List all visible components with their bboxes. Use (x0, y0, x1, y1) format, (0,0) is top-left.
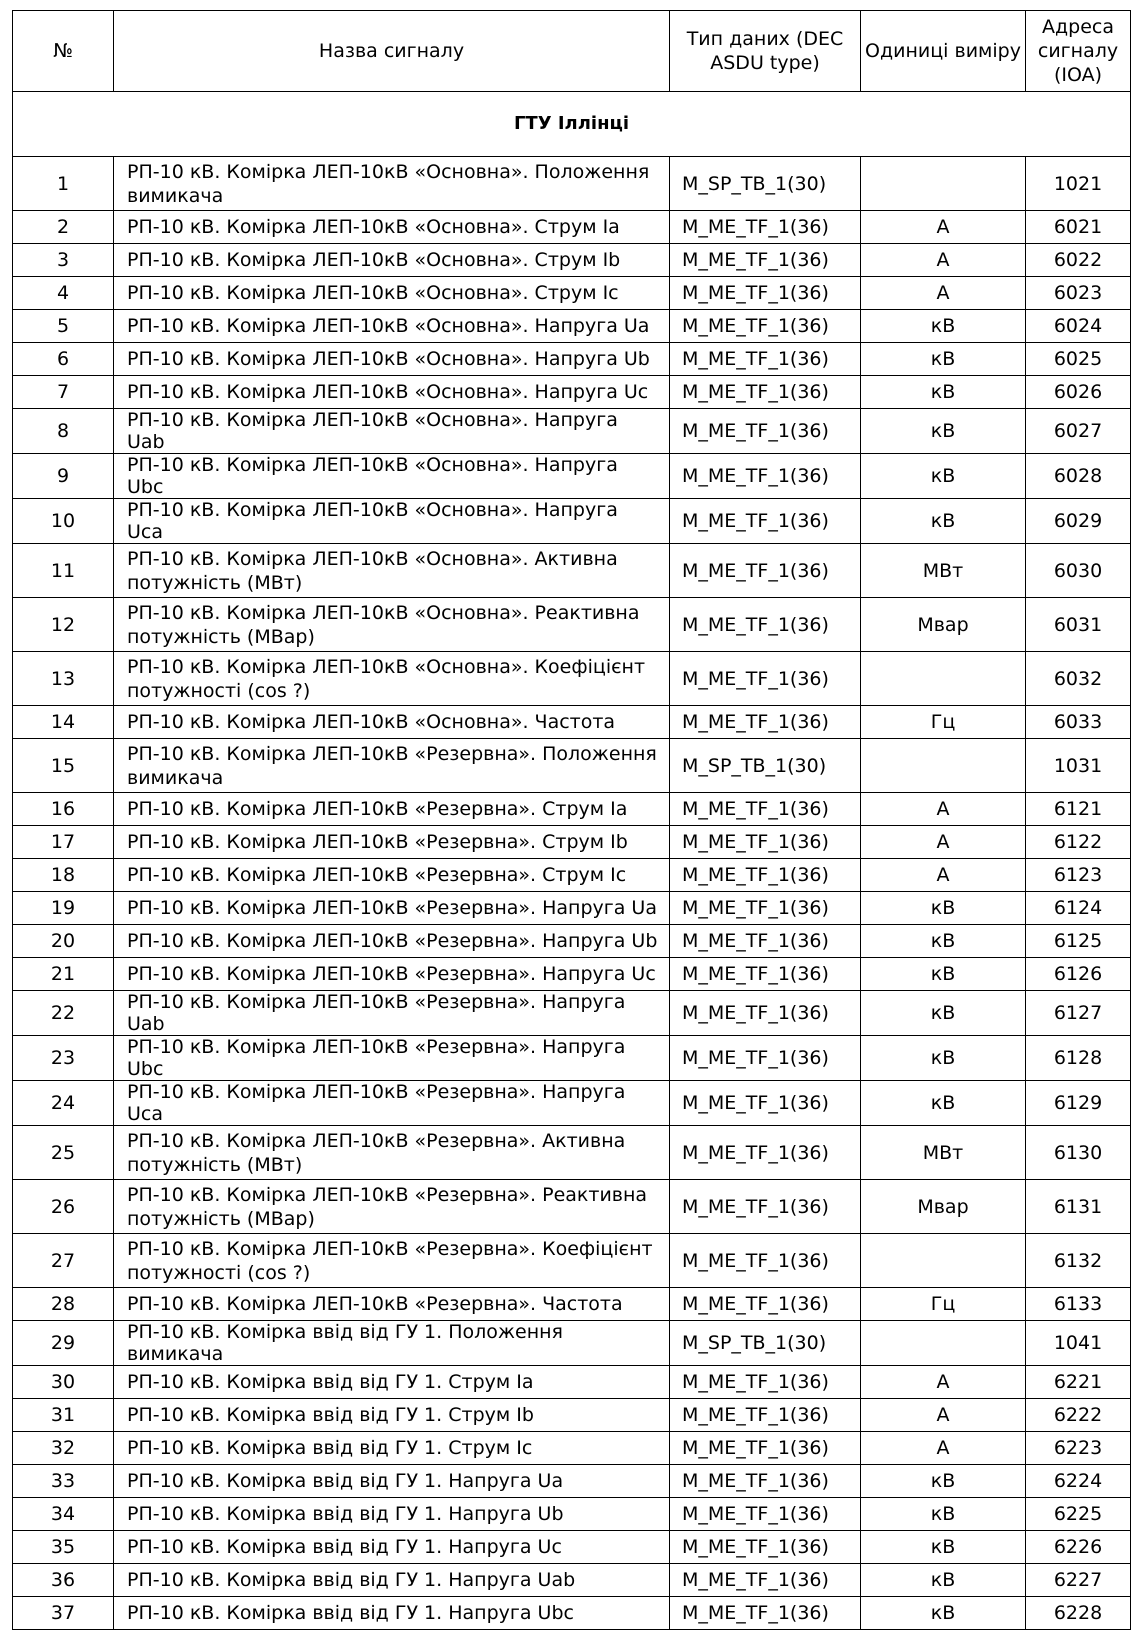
table-row (13, 1036, 1131, 1081)
cell-data-type: M_ME_TF_1(36) (670, 454, 861, 499)
cell-number: 36 (13, 1564, 114, 1597)
cell-address: 6033 (1026, 706, 1131, 739)
cell-data-type: M_SP_TB_1(30) (670, 1321, 861, 1366)
cell-unit: кВ (861, 1564, 1026, 1597)
cell-signal-name: РП-10 кВ. Комірка ЛЕП-10кВ «Резервна». Напруга Uab (114, 991, 670, 1036)
cell-signal-name: РП-10 кВ. Комірка ввід від ГУ 1. Струм Ic (114, 1432, 670, 1465)
cell-unit: кВ (861, 1036, 1026, 1081)
cell-unit: А (861, 277, 1026, 310)
header-row (13, 11, 1131, 92)
cell-data-type: M_ME_TF_1(36) (670, 1234, 861, 1288)
cell-address: 6026 (1026, 376, 1131, 409)
cell-address: 6128 (1026, 1036, 1131, 1081)
cell-signal-name: РП-10 кВ. Комірка ЛЕП-10кВ «Резервна». Струм Ic (114, 859, 670, 892)
cell-signal-name: РП-10 кВ. Комірка ЛЕП-10кВ «Резервна». Струм Ib (114, 826, 670, 859)
table-row (13, 499, 1131, 544)
cell-data-type: M_ME_TF_1(36) (670, 343, 861, 376)
cell-address: 6222 (1026, 1399, 1131, 1432)
cell-address: 1031 (1026, 739, 1131, 793)
cell-address: 6129 (1026, 1081, 1131, 1126)
table-row (13, 310, 1131, 343)
cell-number: 16 (13, 793, 114, 826)
cell-number: 7 (13, 376, 114, 409)
cell-signal-name: РП-10 кВ. Комірка ввід від ГУ 1. Напруга Uab (114, 1564, 670, 1597)
cell-signal-name: РП-10 кВ. Комірка ЛЕП-10кВ «Резервна». Реактивна потужність (МВар) (114, 1180, 670, 1234)
cell-signal-name: РП-10 кВ. Комірка ввід від ГУ 1. Напруга Ua (114, 1465, 670, 1498)
cell-data-type: M_ME_TF_1(36) (670, 892, 861, 925)
cell-signal-name: РП-10 кВ. Комірка ЛЕП-10кВ «Резервна». Напруга Ua (114, 892, 670, 925)
cell-signal-name: РП-10 кВ. Комірка ввід від ГУ 1. Напруга Ub (114, 1498, 670, 1531)
cell-data-type: M_ME_TF_1(36) (670, 310, 861, 343)
cell-number: 23 (13, 1036, 114, 1081)
cell-address: 6133 (1026, 1288, 1131, 1321)
cell-number: 9 (13, 454, 114, 499)
cell-address: 6131 (1026, 1180, 1131, 1234)
table-row (13, 1498, 1131, 1531)
cell-number: 8 (13, 409, 114, 454)
section-row (13, 92, 1131, 157)
cell-address: 6022 (1026, 244, 1131, 277)
cell-signal-name: РП-10 кВ. Комірка ЛЕП-10кВ «Основна». Положення вимикача (114, 157, 670, 211)
cell-unit: кВ (861, 1498, 1026, 1531)
cell-signal-name: РП-10 кВ. Комірка ЛЕП-10кВ «Основна». Напруга Ubc (114, 454, 670, 499)
cell-address: 6021 (1026, 211, 1131, 244)
table-row (13, 1531, 1131, 1564)
cell-unit: А (861, 211, 1026, 244)
cell-data-type: M_ME_TF_1(36) (670, 1126, 861, 1180)
cell-number: 3 (13, 244, 114, 277)
table-row (13, 826, 1131, 859)
cell-data-type: M_ME_TF_1(36) (670, 1036, 861, 1081)
cell-number: 26 (13, 1180, 114, 1234)
cell-address: 6228 (1026, 1597, 1131, 1630)
cell-data-type: M_SP_TB_1(30) (670, 157, 861, 211)
cell-number: 15 (13, 739, 114, 793)
cell-address: 1021 (1026, 157, 1131, 211)
table-row (13, 706, 1131, 739)
table-row (13, 1321, 1131, 1366)
section-title: ГТУ Іллінці (13, 92, 1131, 157)
signal-table-body (13, 92, 1131, 1630)
cell-unit: кВ (861, 499, 1026, 544)
cell-address: 6221 (1026, 1366, 1131, 1399)
cell-address: 6023 (1026, 277, 1131, 310)
cell-address: 6124 (1026, 892, 1131, 925)
cell-number: 31 (13, 1399, 114, 1432)
cell-address: 6030 (1026, 544, 1131, 598)
cell-data-type: M_ME_TF_1(36) (670, 211, 861, 244)
cell-address: 6123 (1026, 859, 1131, 892)
cell-signal-name: РП-10 кВ. Комірка ЛЕП-10кВ «Основна». Струм Ic (114, 277, 670, 310)
header-data-type: Тип даних (DEC ASDU type) (670, 11, 861, 92)
cell-unit: А (861, 1399, 1026, 1432)
table-row (13, 1399, 1131, 1432)
cell-address: 6122 (1026, 826, 1131, 859)
table-row (13, 1465, 1131, 1498)
cell-data-type: M_ME_TF_1(36) (670, 376, 861, 409)
cell-data-type: M_ME_TF_1(36) (670, 925, 861, 958)
cell-unit: кВ (861, 991, 1026, 1036)
table-row (13, 991, 1131, 1036)
cell-number: 29 (13, 1321, 114, 1366)
cell-signal-name: РП-10 кВ. Комірка ЛЕП-10кВ «Основна». Напруга Uca (114, 499, 670, 544)
cell-number: 22 (13, 991, 114, 1036)
table-row (13, 343, 1131, 376)
cell-signal-name: РП-10 кВ. Комірка ЛЕП-10кВ «Основна». Струм Ib (114, 244, 670, 277)
cell-data-type: M_ME_TF_1(36) (670, 859, 861, 892)
cell-number: 6 (13, 343, 114, 376)
table-row (13, 1597, 1131, 1630)
cell-signal-name: РП-10 кВ. Комірка ЛЕП-10кВ «Резервна». Напруга Uc (114, 958, 670, 991)
cell-data-type: M_ME_TF_1(36) (670, 1180, 861, 1234)
cell-number: 27 (13, 1234, 114, 1288)
table-row (13, 157, 1131, 211)
header-signal-name: Назва сигналу (114, 11, 670, 92)
cell-address: 6031 (1026, 598, 1131, 652)
cell-number: 1 (13, 157, 114, 211)
cell-signal-name: РП-10 кВ. Комірка ЛЕП-10кВ «Основна». Активна потужність (МВт) (114, 544, 670, 598)
cell-data-type: M_ME_TF_1(36) (670, 1597, 861, 1630)
cell-number: 20 (13, 925, 114, 958)
cell-unit: кВ (861, 958, 1026, 991)
table-row (13, 652, 1131, 706)
table-row (13, 1234, 1131, 1288)
table-row (13, 544, 1131, 598)
cell-unit: кВ (861, 1081, 1026, 1126)
cell-address: 6032 (1026, 652, 1131, 706)
table-row (13, 793, 1131, 826)
cell-unit: кВ (861, 454, 1026, 499)
cell-number: 33 (13, 1465, 114, 1498)
cell-data-type: M_ME_TF_1(36) (670, 991, 861, 1036)
cell-signal-name: РП-10 кВ. Комірка ввід від ГУ 1. Напруга Ubc (114, 1597, 670, 1630)
cell-data-type: M_ME_TF_1(36) (670, 598, 861, 652)
cell-unit: кВ (861, 1597, 1026, 1630)
cell-address: 6132 (1026, 1234, 1131, 1288)
cell-data-type: M_ME_TF_1(36) (670, 1366, 861, 1399)
cell-address: 6024 (1026, 310, 1131, 343)
cell-number: 30 (13, 1366, 114, 1399)
cell-address: 6224 (1026, 1465, 1131, 1498)
cell-address: 6125 (1026, 925, 1131, 958)
cell-address: 6223 (1026, 1432, 1131, 1465)
cell-number: 12 (13, 598, 114, 652)
cell-address: 6227 (1026, 1564, 1131, 1597)
cell-number: 35 (13, 1531, 114, 1564)
table-row (13, 454, 1131, 499)
cell-data-type: M_ME_TF_1(36) (670, 1399, 861, 1432)
cell-data-type: M_ME_TF_1(36) (670, 1531, 861, 1564)
cell-address: 6225 (1026, 1498, 1131, 1531)
cell-number: 28 (13, 1288, 114, 1321)
table-row (13, 1366, 1131, 1399)
cell-unit: Мвар (861, 598, 1026, 652)
cell-unit (861, 1234, 1026, 1288)
cell-address: 6126 (1026, 958, 1131, 991)
cell-data-type: M_ME_TF_1(36) (670, 244, 861, 277)
table-row (13, 211, 1131, 244)
table-row (13, 739, 1131, 793)
cell-number: 24 (13, 1081, 114, 1126)
cell-data-type: M_ME_TF_1(36) (670, 1465, 861, 1498)
cell-number: 4 (13, 277, 114, 310)
header-unit: Одиниці виміру (861, 11, 1026, 92)
table-row (13, 277, 1131, 310)
cell-data-type: M_ME_TF_1(36) (670, 1498, 861, 1531)
table-row (13, 598, 1131, 652)
cell-number: 13 (13, 652, 114, 706)
cell-unit: МВт (861, 544, 1026, 598)
cell-signal-name: РП-10 кВ. Комірка ЛЕП-10кВ «Резервна». Положення вимикача (114, 739, 670, 793)
cell-unit: Мвар (861, 1180, 1026, 1234)
cell-signal-name: РП-10 кВ. Комірка ЛЕП-10кВ «Резервна». Коефіцієнт потужності (cos ?) (114, 1234, 670, 1288)
table-row (13, 958, 1131, 991)
cell-unit: А (861, 1366, 1026, 1399)
cell-unit (861, 652, 1026, 706)
cell-signal-name: РП-10 кВ. Комірка ЛЕП-10кВ «Основна». Струм Ia (114, 211, 670, 244)
cell-data-type: M_ME_TF_1(36) (670, 277, 861, 310)
cell-signal-name: РП-10 кВ. Комірка ЛЕП-10кВ «Основна». Напруга Ub (114, 343, 670, 376)
cell-address: 1041 (1026, 1321, 1131, 1366)
cell-number: 21 (13, 958, 114, 991)
cell-unit: кВ (861, 925, 1026, 958)
cell-number: 34 (13, 1498, 114, 1531)
cell-data-type: M_ME_TF_1(36) (670, 793, 861, 826)
cell-signal-name: РП-10 кВ. Комірка ЛЕП-10кВ «Основна». Реактивна потужність (МВар) (114, 598, 670, 652)
cell-address: 6127 (1026, 991, 1131, 1036)
cell-unit: А (861, 1432, 1026, 1465)
table-row (13, 244, 1131, 277)
table-row (13, 1564, 1131, 1597)
cell-unit (861, 157, 1026, 211)
cell-address: 6130 (1026, 1126, 1131, 1180)
cell-number: 2 (13, 211, 114, 244)
cell-data-type: M_ME_TF_1(36) (670, 826, 861, 859)
table-row (13, 859, 1131, 892)
cell-data-type: M_ME_TF_1(36) (670, 499, 861, 544)
cell-data-type: M_ME_TF_1(36) (670, 652, 861, 706)
cell-signal-name: РП-10 кВ. Комірка ввід від ГУ 1. Напруга Uc (114, 1531, 670, 1564)
cell-unit: кВ (861, 1465, 1026, 1498)
cell-number: 14 (13, 706, 114, 739)
cell-unit: А (861, 244, 1026, 277)
cell-number: 11 (13, 544, 114, 598)
cell-unit: кВ (861, 310, 1026, 343)
cell-unit (861, 739, 1026, 793)
table-row (13, 925, 1131, 958)
cell-number: 18 (13, 859, 114, 892)
cell-signal-name: РП-10 кВ. Комірка ЛЕП-10кВ «Основна». Частота (114, 706, 670, 739)
cell-data-type: M_SP_TB_1(30) (670, 739, 861, 793)
cell-signal-name: РП-10 кВ. Комірка ЛЕП-10кВ «Резервна». Напруга Uca (114, 1081, 670, 1126)
cell-unit: А (861, 859, 1026, 892)
cell-number: 17 (13, 826, 114, 859)
cell-data-type: M_ME_TF_1(36) (670, 958, 861, 991)
cell-signal-name: РП-10 кВ. Комірка ввід від ГУ 1. Положення вимикача (114, 1321, 670, 1366)
cell-number: 10 (13, 499, 114, 544)
cell-unit: кВ (861, 376, 1026, 409)
cell-address: 6027 (1026, 409, 1131, 454)
cell-unit: кВ (861, 409, 1026, 454)
cell-signal-name: РП-10 кВ. Комірка ЛЕП-10кВ «Резервна». Активна потужність (МВт) (114, 1126, 670, 1180)
cell-address: 6025 (1026, 343, 1131, 376)
cell-signal-name: РП-10 кВ. Комірка ЛЕП-10кВ «Основна». Коефіцієнт потужності (cos ?) (114, 652, 670, 706)
cell-unit: А (861, 826, 1026, 859)
cell-data-type: M_ME_TF_1(36) (670, 706, 861, 739)
cell-data-type: M_ME_TF_1(36) (670, 1288, 861, 1321)
cell-address: 6028 (1026, 454, 1131, 499)
cell-address: 6029 (1026, 499, 1131, 544)
cell-signal-name: РП-10 кВ. Комірка ЛЕП-10кВ «Основна». Напруга Uc (114, 376, 670, 409)
cell-unit: Гц (861, 706, 1026, 739)
cell-data-type: M_ME_TF_1(36) (670, 544, 861, 598)
table-row (13, 892, 1131, 925)
cell-unit: кВ (861, 343, 1026, 376)
cell-unit: кВ (861, 892, 1026, 925)
cell-signal-name: РП-10 кВ. Комірка ЛЕП-10кВ «Основна». Напруга Ua (114, 310, 670, 343)
cell-signal-name: РП-10 кВ. Комірка ввід від ГУ 1. Струм Ia (114, 1366, 670, 1399)
cell-address: 6226 (1026, 1531, 1131, 1564)
table-row (13, 1126, 1131, 1180)
cell-signal-name: РП-10 кВ. Комірка ЛЕП-10кВ «Резервна». Напруга Ubc (114, 1036, 670, 1081)
cell-number: 25 (13, 1126, 114, 1180)
signal-table-container (12, 10, 1131, 1630)
cell-unit: кВ (861, 1531, 1026, 1564)
cell-signal-name: РП-10 кВ. Комірка ЛЕП-10кВ «Основна». Напруга Uab (114, 409, 670, 454)
cell-unit: Гц (861, 1288, 1026, 1321)
cell-signal-name: РП-10 кВ. Комірка ЛЕП-10кВ «Резервна». Напруга Ub (114, 925, 670, 958)
cell-signal-name: РП-10 кВ. Комірка ввід від ГУ 1. Струм Ib (114, 1399, 670, 1432)
cell-signal-name: РП-10 кВ. Комірка ЛЕП-10кВ «Резервна». Частота (114, 1288, 670, 1321)
header-number: № (13, 11, 114, 92)
cell-number: 32 (13, 1432, 114, 1465)
cell-data-type: M_ME_TF_1(36) (670, 1432, 861, 1465)
signal-table (12, 10, 1131, 1630)
table-row (13, 1288, 1131, 1321)
cell-address: 6121 (1026, 793, 1131, 826)
cell-number: 5 (13, 310, 114, 343)
table-row (13, 376, 1131, 409)
cell-unit: МВт (861, 1126, 1026, 1180)
cell-data-type: M_ME_TF_1(36) (670, 409, 861, 454)
table-row (13, 409, 1131, 454)
cell-number: 37 (13, 1597, 114, 1630)
cell-data-type: M_ME_TF_1(36) (670, 1564, 861, 1597)
cell-signal-name: РП-10 кВ. Комірка ЛЕП-10кВ «Резервна». Струм Ia (114, 793, 670, 826)
table-row (13, 1081, 1131, 1126)
cell-number: 19 (13, 892, 114, 925)
cell-unit (861, 1321, 1026, 1366)
cell-data-type: M_ME_TF_1(36) (670, 1081, 861, 1126)
table-row (13, 1180, 1131, 1234)
header-address: Адреса сигналу (IOA) (1026, 11, 1131, 92)
table-row (13, 1432, 1131, 1465)
cell-unit: А (861, 793, 1026, 826)
